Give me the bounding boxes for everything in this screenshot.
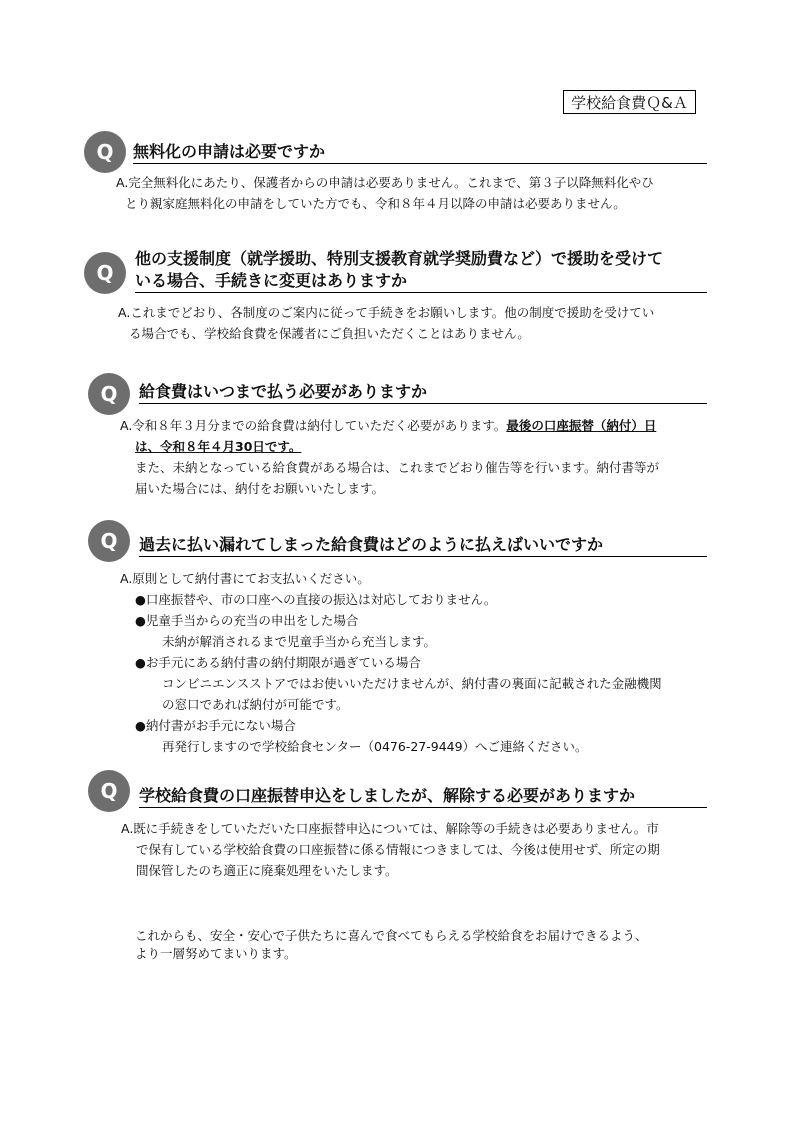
answer-text <box>120 415 659 499</box>
answer-text <box>121 818 660 881</box>
bullet-item: ●納付書がお手元にない場合 <box>135 718 296 733</box>
closing-message <box>135 927 648 963</box>
bullet-detail: の窓口であれば納付が可能です。 <box>162 697 349 712</box>
answer-line <box>120 415 659 436</box>
highlighted-date-text: 最後の口座振替（納付）日 <box>506 418 657 433</box>
q-badge-icon: Q <box>84 131 126 173</box>
question-title <box>135 248 707 293</box>
question-title <box>139 785 707 808</box>
bullet-item: ●児童手当からの充当の申出をした場合 <box>135 613 359 628</box>
question-title-line: いる場合、手続きに変更はありますか <box>135 271 408 290</box>
question-title-line: 無料化の申請は必要ですか <box>133 142 326 161</box>
page-title: 学校給食費Ｑ&Ａ <box>563 90 696 114</box>
q-badge-icon: Q <box>88 373 130 415</box>
answer-text <box>120 568 662 757</box>
answer-line: A.原則として納付書にてお支払いください。 <box>120 571 370 586</box>
closing-line: より一層努めてまいります。 <box>135 946 297 961</box>
bullet-detail: コンビニエンスストアではお使いいただけませんが、納付書の裏面に記載された金融機関 <box>162 676 662 691</box>
bullet-item: ●口座振替や、市の口座への直接の振込は対応しておりません。 <box>135 592 497 607</box>
bullet-detail: 未納が解消されるまで児童手当から充当します。 <box>162 634 437 649</box>
highlighted-date-text: は、令和８年４月30日です。 <box>135 439 302 454</box>
answer-line: 間保管したのち適正に廃棄処理をいたします。 <box>136 863 398 878</box>
question-title-line: 学校給食費の口座振替申込をしましたが、解除する必要がありますか <box>139 786 636 805</box>
answer-line: A.既に手続きをしていただいた口座振替申込については、解除等の手続きは必要ありません。市 <box>121 821 659 836</box>
question-title <box>139 381 707 404</box>
answer-line: る場合でも、学校給食費を保護者にご負担いただくことはありません。 <box>129 326 530 341</box>
question-title-line: 給食費はいつまで払う必要がありますか <box>139 382 428 401</box>
q-badge-icon: Q <box>84 252 126 294</box>
answer-line: で保有している学校給食費の口座振替に係る情報につきましては、今後は使用せず、所定の期 <box>136 842 660 857</box>
answer-line-plain: A.令和８年３月分までの給食費は納付していただく必要があります。 <box>120 418 507 433</box>
bullet-item: ●お手元にある納付書の納付期限が過ぎている場合 <box>135 655 421 670</box>
answer-line: A.これまでどおり、各制度のご案内に従って手続きをお願いします。他の制度で援助を受けてい <box>118 305 655 320</box>
q-badge-icon: Q <box>88 520 130 562</box>
question-title <box>133 141 707 164</box>
question-title <box>139 534 707 557</box>
answer-line: 届いた場合には、納付をお願いいたします。 <box>135 481 385 496</box>
answer-text <box>116 172 654 214</box>
closing-line: これからも、安全・安心で子供たちに喜んで食べてもらえる学校給食をお届けできるよう、 <box>135 928 648 943</box>
answer-line: とり親家庭無料化の申請をしていた方でも、令和８年４月以降の申請は必要ありません。 <box>125 196 626 211</box>
answer-line: A.完全無料化にあたり、保護者からの申請は必要ありません。これまで、第３子以降無料化やひ <box>116 175 654 190</box>
question-title-line: 過去に払い漏れてしまった給食費はどのように払えばいいですか <box>139 535 604 554</box>
answer-text <box>118 302 654 344</box>
q-badge-icon: Q <box>88 770 130 812</box>
question-title-line: 他の支援制度（就学援助、特別支援教育就学奨励費など）で援助を受けて <box>135 249 664 268</box>
answer-line: また、未納となっている給食費がある場合は、これまでどおり催告等を行います。納付書等が <box>135 460 660 475</box>
bullet-detail: 再発行しますので学校給食センター（0476-27-9449）へご連絡ください。 <box>162 739 588 754</box>
answer-line <box>120 436 659 457</box>
